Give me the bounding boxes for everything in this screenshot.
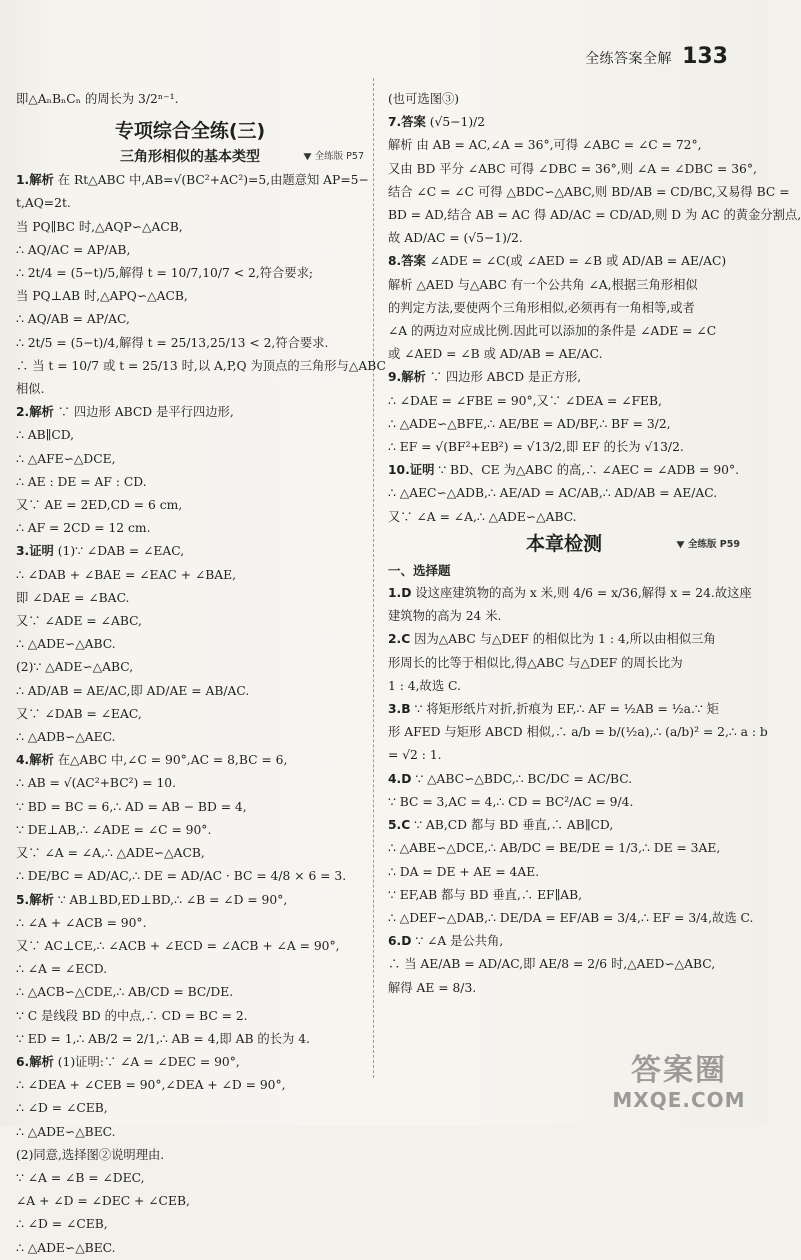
- answer-text: ∵ AB,CD 都与 BD 垂直,∴ AB∥CD,: [410, 818, 614, 833]
- left-line: [16, 726, 364, 749]
- left-line: [16, 216, 364, 239]
- answer-text: ∴ AQ/AC = AP/AB,: [16, 242, 131, 257]
- answer-text: 又∵ ∠A = ∠A,∴ △ADE∽△ABC.: [388, 509, 577, 524]
- answer-label: 4.D: [388, 771, 412, 786]
- answer-text: ∵ ∠A = ∠B = ∠DEC,: [16, 1170, 145, 1185]
- answer-text: 解析 由 AB = AC,∠A = 36°,可得 ∠ABC = ∠C = 72°,: [388, 138, 702, 153]
- left-line: [16, 332, 364, 355]
- answer-text: ∵ △ABC∽△BDC,∴ BC/DC = AC/BC.: [411, 771, 633, 786]
- answer-text: ∴ 2t/5 = (5−t)/4,解得 t = 25/13,25/13 < 2,符合要求.: [16, 335, 329, 350]
- left-line: [16, 88, 364, 111]
- right-line: [388, 861, 740, 884]
- left-line: [16, 1190, 364, 1213]
- answer-text: ∵ ∠A 是公共角,: [411, 934, 504, 949]
- answer-text: ∴ ∠DEA + ∠CEB = 90°,∠DEA + ∠D = 90°,: [16, 1078, 286, 1093]
- answer-text: 建筑物的高为 24 米.: [388, 609, 502, 624]
- answer-label: 6.解析: [16, 1054, 54, 1069]
- answer-text: (1)∵ ∠DAB = ∠EAC,: [53, 544, 185, 559]
- right-line: [388, 250, 740, 273]
- answer-text: ∴ AF = 2CD = 12 cm.: [16, 521, 151, 536]
- right-line: [388, 721, 768, 744]
- answer-text: ∴ DA = DE + AE = 4AE.: [388, 864, 540, 879]
- answer-label: 3.证明: [16, 544, 54, 559]
- answer-text: (1)证明:∵ ∠A = ∠DEC = 90°,: [53, 1054, 240, 1069]
- left-line: [16, 772, 364, 795]
- watermark: [604, 1054, 754, 1116]
- answer-text: 解得 AE = 8/3.: [388, 980, 477, 995]
- right-line: [388, 343, 740, 366]
- answer-text: t,AQ=2t.: [16, 196, 71, 211]
- answer-text: 又∵ ∠ADE = ∠ABC,: [16, 614, 142, 629]
- answer-text: 的判定方法,要使两个三角形相似,必须再有一角相等,或者: [388, 300, 695, 315]
- answer-label: 5.C: [388, 818, 411, 833]
- answer-text: ∴ AD/AB = AE/AC,即 AD/AE = AB/AC.: [16, 683, 250, 698]
- section-subtitle-row: [16, 145, 364, 169]
- left-line: [16, 1237, 364, 1260]
- answer-text: ∴ △ADB∽△AEC.: [16, 730, 116, 745]
- header-title: 全练答案全解: [585, 51, 673, 67]
- right-line: [388, 436, 740, 459]
- answer-text: (也可选图③): [388, 92, 460, 106]
- left-line: [16, 169, 369, 192]
- answer-text: ∴ △ACB∽△CDE,∴ AB/CD = BC/DE.: [16, 985, 234, 1000]
- left-line: [16, 424, 364, 447]
- right-line: [388, 158, 757, 181]
- answer-text: 当 PQ⊥AB 时,△APQ∽△ACB,: [16, 289, 188, 304]
- answer-text: 故 AD/AC = (√5−1)/2.: [388, 231, 523, 246]
- answer-text: ∴ △AFE∽△DCE,: [16, 451, 116, 466]
- answer-text: ∴ △ADE∽△BEC.: [16, 1240, 116, 1255]
- answer-text: 或 ∠AED = ∠B 或 AD/AB = AE/AC.: [388, 347, 603, 362]
- left-line: [16, 1028, 364, 1051]
- answer-text: ∴ EF = √(BF²+EB²) = √13/2,即 EF 的长为 √13/2.: [388, 440, 684, 455]
- answer-label: 1.解析: [16, 173, 54, 188]
- answer-text: ∵ BD、CE 为△ABC 的高,∴ ∠AEC = ∠ADB = 90°.: [434, 463, 740, 478]
- right-line: [388, 652, 740, 675]
- answer-text: ∴ ∠A + ∠ACB = 90°.: [16, 915, 147, 930]
- column-divider: [373, 78, 374, 1078]
- answer-text: ∵ 四边形 ABCD 是正方形,: [425, 370, 582, 385]
- answer-text: ∴ ∠D = ∠CEB,: [16, 1217, 108, 1232]
- left-line: [16, 749, 364, 772]
- answer-text: ∴ ∠DAB + ∠BAE = ∠EAC + ∠BAE,: [16, 567, 237, 582]
- left-line: [16, 656, 364, 679]
- right-line: [388, 227, 740, 250]
- left-line: [16, 471, 364, 494]
- right-line: [388, 768, 740, 791]
- right-line: [388, 907, 754, 930]
- page-number: 133: [682, 44, 728, 69]
- reference-arrow-icon: [303, 150, 313, 160]
- answer-text: ∵ C 是线段 BD 的中点,∴ CD = BC = 2.: [16, 1008, 248, 1023]
- left-line: [16, 192, 364, 215]
- part-heading: 一、选择题: [388, 562, 451, 578]
- right-line: [388, 977, 740, 1000]
- left-line: [16, 517, 364, 540]
- right-line: [388, 204, 801, 227]
- answer-text: ∵ BC = 3,AC = 4,∴ CD = BC²/AC = 9/4.: [388, 794, 634, 809]
- answer-text: ∴ 当 AE/AB = AD/AC,即 AE/8 = 2/6 时,△AED∽△ABC,: [388, 957, 716, 972]
- left-line: [16, 540, 364, 563]
- left-line: [16, 912, 364, 935]
- answer-text: 当 PQ∥BC 时,△AQP∽△ACB,: [16, 219, 183, 234]
- answer-text: ∴ AB = √(AC²+BC²) = 10.: [16, 776, 177, 791]
- left-line: [16, 1167, 364, 1190]
- right-line: [388, 506, 740, 529]
- answer-label: 10.证明: [388, 463, 435, 478]
- answer-text: 相似.: [16, 382, 45, 397]
- left-line: [16, 703, 364, 726]
- left-line: [16, 355, 386, 378]
- right-line: [388, 320, 740, 343]
- chapter-title: [388, 529, 740, 559]
- left-line: [16, 935, 364, 958]
- answer-text: ∴ DE/BC = AD/AC,∴ DE = AD/AC · BC = 4/8 × 6 = 3.: [16, 869, 347, 884]
- answer-text: 结合 ∠C = ∠C 可得 △BDC∽△ABC,则 BD/AB = CD/BC,又易得 BC =: [388, 184, 790, 199]
- answer-text: 又∵ ∠A = ∠A,∴ △ADE∽△ACB,: [16, 846, 205, 861]
- answer-text: ∴ ∠D = ∠CEB,: [16, 1101, 108, 1116]
- answer-text: ∴ 当 t = 10/7 或 t = 25/13 时,以 A,P,Q 为顶点的三角形与△ABC: [16, 358, 386, 373]
- page-reference: 全练版 P57: [305, 145, 364, 169]
- answer-text: ∴ △ADE∽△BFE,∴ AE/BE = AD/BF,∴ BF = 3/2,: [388, 416, 671, 431]
- left-line: [16, 378, 364, 401]
- answer-text: 即 ∠DAE = ∠BAC.: [16, 590, 130, 605]
- section-subtitle: 三角形相似的基本类型: [120, 149, 260, 166]
- answer-text: 又由 BD 平分 ∠ABC 可得 ∠DBC = 36°,则 ∠A = ∠DBC = 36°,: [388, 161, 757, 176]
- answer-text: 又∵ ∠DAB = ∠EAC,: [16, 706, 142, 721]
- left-line: [16, 865, 364, 888]
- answer-text: ∵ 四边形 ABCD 是平行四边形,: [53, 405, 234, 420]
- answer-text: ∴ △DEF∽△DAB,∴ DE/DA = EF/AB = 3/4,∴ EF = 3/4,故选 C.: [388, 910, 754, 925]
- left-line: [16, 564, 364, 587]
- right-line: [388, 134, 740, 157]
- answer-text: 1 : 4,故选 C.: [388, 678, 461, 693]
- section-title: 专项综合全练(三): [114, 120, 266, 143]
- answer-label: 9.解析: [388, 370, 426, 385]
- right-line: [388, 628, 740, 651]
- left-line: [16, 448, 364, 471]
- left-line: [16, 958, 364, 981]
- answer-text: ∠A + ∠D = ∠DEC + ∠CEB,: [16, 1194, 190, 1209]
- right-line: [388, 390, 740, 413]
- watermark-url: MXQE.COM: [612, 1088, 746, 1112]
- answer-text: ∴ ∠DAE = ∠FBE = 90°,又∵ ∠DEA = ∠FEB,: [388, 393, 662, 408]
- left-line: [16, 285, 364, 308]
- right-line: [388, 482, 740, 505]
- left-line: [16, 1097, 364, 1120]
- answer-text: ∴ △ADE∽△BEC.: [16, 1124, 116, 1139]
- left-line: [16, 1074, 364, 1097]
- right-line: [388, 111, 740, 134]
- left-line: [16, 796, 364, 819]
- answer-text: 在△ABC 中,∠C = 90°,AC = 8,BC = 6,: [53, 753, 288, 768]
- answer-label: 3.B: [388, 702, 411, 717]
- right-line: [388, 953, 740, 976]
- answer-text: = √2 : 1.: [388, 748, 442, 763]
- right-line: [388, 582, 752, 605]
- answer-text: 解析 △AED 与△ABC 有一个公共角 ∠A,根据三角形相似: [388, 277, 698, 292]
- answer-text: ∴ ∠A = ∠ECD.: [16, 962, 108, 977]
- left-line: [16, 308, 364, 331]
- answer-label: 2.C: [388, 632, 411, 647]
- answer-text: ∠A 的两边对应成比例.因此可以添加的条件是 ∠ADE = ∠C: [388, 324, 717, 339]
- left-line: [16, 633, 364, 656]
- right-line: [388, 884, 740, 907]
- answer-text: (√5−1)/2: [425, 115, 486, 130]
- page-header: [585, 44, 728, 69]
- answer-text: 又∵ AE = 2ED,CD = 6 cm,: [16, 498, 183, 513]
- answer-label: 2.解析: [16, 405, 54, 420]
- page-reference: 全练版 P59: [678, 539, 740, 551]
- answer-text: ∴ △ABE∽△DCE,∴ AB/DC = BE/DE = 1/3,∴ DE = 3AE,: [388, 841, 721, 856]
- left-line: [16, 842, 364, 865]
- left-line: [16, 610, 364, 633]
- answer-text: BD = AD,结合 AB = AC 得 AD/AC = CD/AD,则 D 为 AC 的黄金分割点,: [388, 208, 801, 223]
- left-line: [16, 494, 364, 517]
- left-column: [16, 88, 386, 1260]
- reference-arrow-icon: [676, 538, 686, 548]
- answer-text: ∵ AB⊥BD,ED⊥BD,∴ ∠B = ∠D = 90°,: [53, 892, 288, 907]
- right-line: [388, 837, 740, 860]
- left-line: [16, 680, 364, 703]
- answer-text: ∵ 将矩形纸片对折,折痕为 EF,∴ AF = ½AB = ½a.∵ 矩: [410, 702, 719, 717]
- left-line: [16, 401, 364, 424]
- right-line: [388, 675, 740, 698]
- right-line: [388, 88, 740, 111]
- right-line: [388, 791, 740, 814]
- answer-label: 4.解析: [16, 753, 54, 768]
- answer-text: ∠ADE = ∠C(或 ∠AED = ∠B 或 AD/AB = AE/AC): [425, 254, 727, 269]
- left-line: [16, 239, 364, 262]
- left-line: [16, 262, 364, 285]
- answer-text: ∴ AQ/AB = AP/AC,: [16, 312, 130, 327]
- answer-text: ∴ △ADE∽△ABC.: [16, 637, 116, 652]
- answer-text: 因为△ABC 与△DEF 的相似比为 1 : 4,所以由相似三角: [410, 632, 716, 647]
- answer-text: ∵ BD = BC = 6,∴ AD = AB − BD = 4,: [16, 799, 247, 814]
- left-line: [16, 819, 364, 842]
- answer-text: ∴ △AEC∽△ADB,∴ AE/AD = AC/AB,∴ AD/AB = AE/AC.: [388, 486, 718, 501]
- left-line: [16, 1005, 364, 1028]
- right-column: [388, 88, 801, 1000]
- answer-label: 5.解析: [16, 892, 54, 907]
- answer-label: 8.答案: [388, 254, 426, 269]
- right-line: [388, 698, 740, 721]
- right-line: [388, 814, 740, 837]
- answer-text: 形 AFED 与矩形 ABCD 相似,∴ a/b = b/(½a),∴ (a/b)² = 2,∴ a : b: [388, 725, 768, 740]
- left-line: [16, 1121, 364, 1144]
- answer-label: 6.D: [388, 934, 412, 949]
- left-line: [16, 1051, 364, 1074]
- answer-text: 设这座建筑物的高为 x 米,则 4/6 = x/36,解得 x = 24.故这座: [411, 586, 752, 601]
- answer-label: 1.D: [388, 586, 412, 601]
- answer-text: (2)∵ △ADE∽△ABC,: [16, 660, 134, 675]
- answer-text: ∵ ED = 1,∴ AB/2 = 2/1,∴ AB = 4,即 AB 的长为 4.: [16, 1031, 310, 1046]
- watermark-logo: 答案圈: [631, 1053, 727, 1088]
- right-line: [388, 181, 790, 204]
- right-line: [388, 459, 740, 482]
- chapter-title-text: 本章检测: [525, 532, 602, 555]
- right-line: [388, 413, 740, 436]
- left-line: [16, 587, 364, 610]
- left-line: [16, 981, 364, 1004]
- answer-text: ∴ AE : DE = AF : CD.: [16, 474, 147, 489]
- answer-text: 形周长的比等于相似比,得△ABC 与△DEF 的周长比为: [388, 655, 683, 670]
- answer-text: 即△AₙBₙCₙ 的周长为 3/2ⁿ⁻¹.: [16, 92, 179, 106]
- right-line: [388, 297, 740, 320]
- answer-text: 在 Rt△ABC 中,AB=√(BC²+AC²)=5,由题意知 AP=5−: [53, 173, 369, 188]
- right-line: [388, 605, 740, 628]
- answer-text: 又∵ AC⊥CE,∴ ∠ACB + ∠ECD = ∠ACB + ∠A = 90°,: [16, 938, 340, 953]
- right-line: [388, 930, 740, 953]
- answer-text: ∴ AB∥CD,: [16, 428, 75, 443]
- answer-text: (2)同意,选择图②说明理由.: [16, 1147, 165, 1162]
- answer-label: 7.答案: [388, 115, 426, 130]
- right-line: [388, 274, 740, 297]
- answer-text: ∵ EF,AB 都与 BD 垂直,∴ EF∥AB,: [388, 887, 583, 902]
- answer-text: ∵ DE⊥AB,∴ ∠ADE = ∠C = 90°.: [16, 822, 212, 837]
- left-line: [16, 889, 364, 912]
- right-line: [388, 366, 740, 389]
- left-line: [16, 1213, 364, 1236]
- answer-text: ∴ 2t/4 = (5−t)/5,解得 t = 10/7,10/7 < 2,符合要求;: [16, 266, 314, 281]
- left-line: [16, 1144, 364, 1167]
- right-line: [388, 744, 740, 767]
